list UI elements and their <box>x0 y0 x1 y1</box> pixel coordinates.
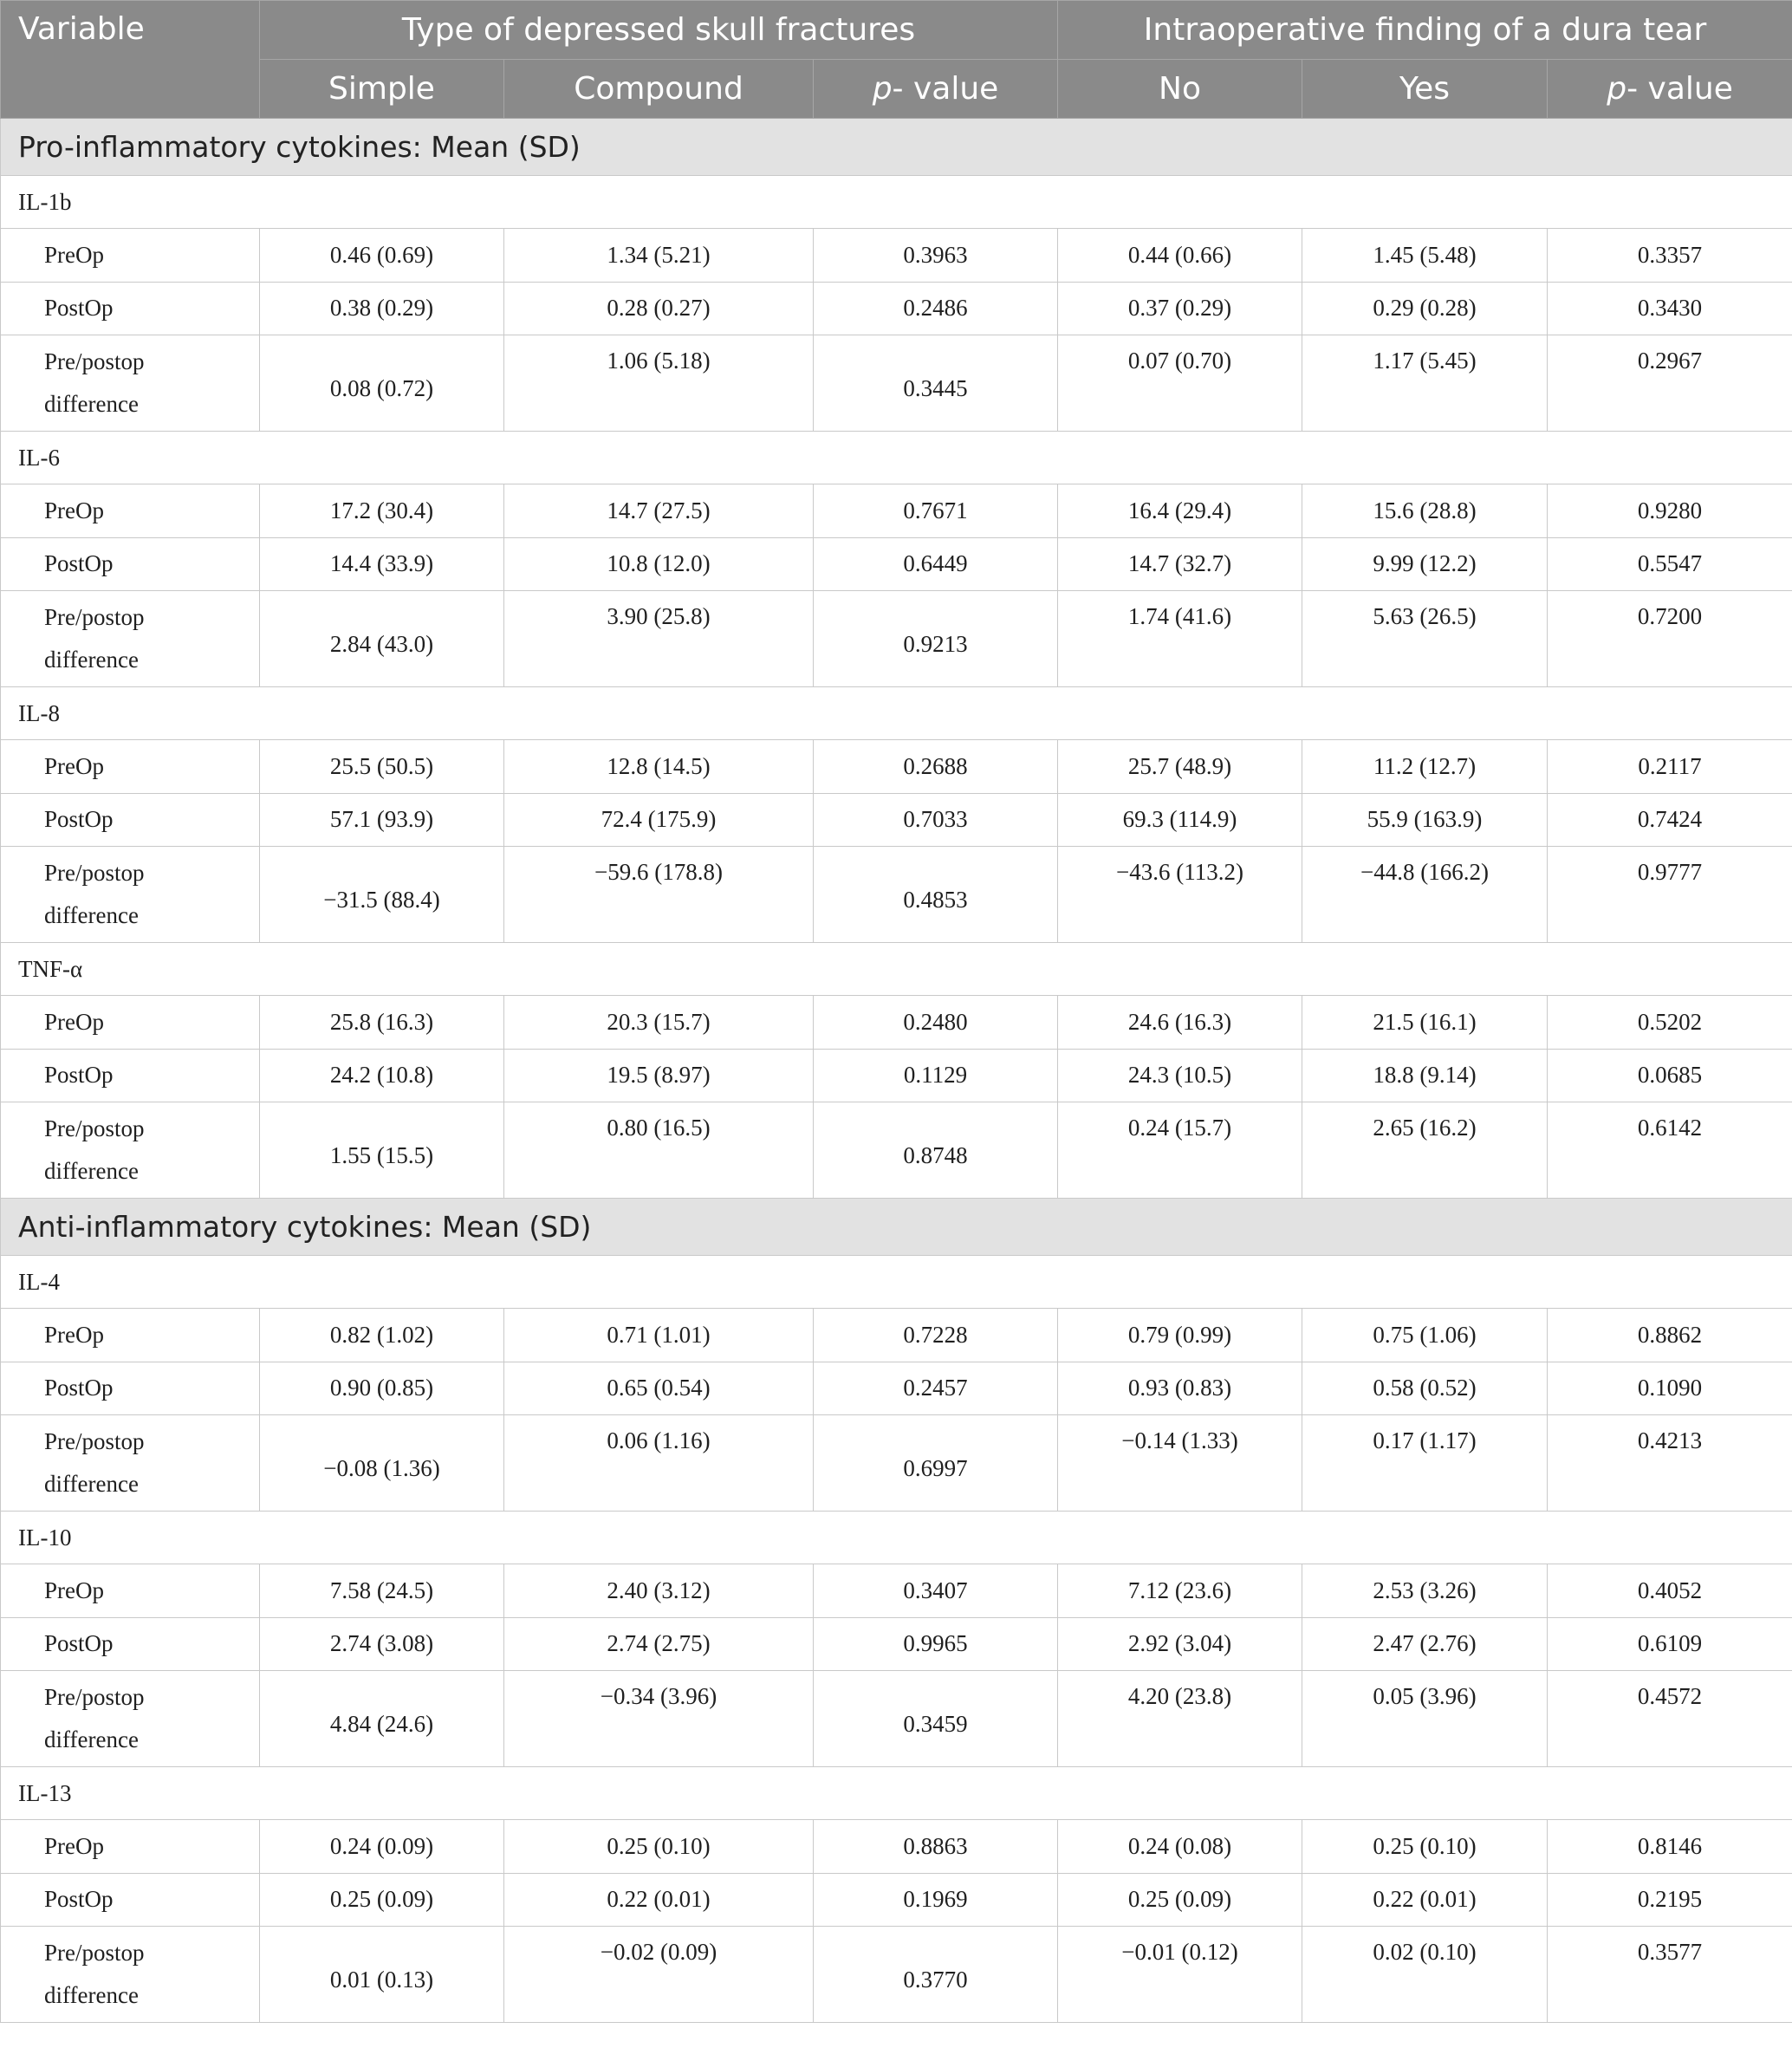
row-label-line2: difference <box>44 902 139 928</box>
no-cell: 7.12 (23.6) <box>1058 1564 1302 1618</box>
compound-cell: 0.22 (0.01) <box>504 1873 814 1927</box>
no-cell: 24.6 (16.3) <box>1058 996 1302 1050</box>
p-value-fracture-cell: 0.8748 <box>814 1102 1058 1199</box>
p-italic: p <box>872 71 893 107</box>
cytokine-group-row <box>1 176 1792 229</box>
table-row-preop <box>1 1309 1792 1362</box>
table-row-preop <box>1 1820 1792 1874</box>
p-value-dura-cell: 0.8862 <box>1548 1309 1792 1362</box>
yes-cell: 0.02 (0.10) <box>1302 1927 1548 2023</box>
row-label: PreOp <box>1 996 260 1050</box>
p-value-fracture-cell: 0.2688 <box>814 740 1058 794</box>
cytokine-name: IL-10 <box>1 1512 1792 1564</box>
p-value-dura-cell: 0.2195 <box>1548 1873 1792 1927</box>
simple-cell: 2.74 (3.08) <box>260 1617 504 1671</box>
simple-cell: 25.5 (50.5) <box>260 740 504 794</box>
yes-cell: 18.8 (9.14) <box>1302 1049 1548 1102</box>
row-label-line2: difference <box>44 1158 139 1184</box>
p-value-dura-cell: 0.2967 <box>1548 335 1792 432</box>
simple-cell: −0.08 (1.36) <box>260 1415 504 1512</box>
p-value-dura-cell: 0.7200 <box>1548 591 1792 687</box>
p-value-fracture-cell: 0.3407 <box>814 1564 1058 1618</box>
row-label-line2: difference <box>44 1726 139 1752</box>
table-row-difference <box>1 847 1792 943</box>
simple-cell: 24.2 (10.8) <box>260 1049 504 1102</box>
table-row-difference <box>1 1671 1792 1767</box>
row-label <box>1 1927 260 2023</box>
table-row-preop <box>1 229 1792 283</box>
simple-cell: 0.25 (0.09) <box>260 1873 504 1927</box>
cytokine-name: TNF-α <box>1 943 1792 996</box>
compound-cell: 0.25 (0.10) <box>504 1820 814 1874</box>
compound-cell: −0.34 (3.96) <box>504 1671 814 1767</box>
no-cell: 0.44 (0.66) <box>1058 229 1302 283</box>
p-value-dura-cell: 0.5547 <box>1548 537 1792 591</box>
yes-cell: 0.75 (1.06) <box>1302 1309 1548 1362</box>
no-cell: 1.74 (41.6) <box>1058 591 1302 687</box>
header-p-value-dura <box>1548 60 1792 119</box>
p-value-fracture-cell: 0.7033 <box>814 793 1058 847</box>
p-value-dura-cell: 0.6142 <box>1548 1102 1792 1199</box>
cytokine-name: IL-4 <box>1 1256 1792 1309</box>
table-row-postop <box>1 1049 1792 1102</box>
no-cell: 0.25 (0.09) <box>1058 1873 1302 1927</box>
p-value-fracture-cell: 0.9965 <box>814 1617 1058 1671</box>
cytokine-group-row <box>1 687 1792 740</box>
compound-cell: 2.74 (2.75) <box>504 1617 814 1671</box>
row-label: PreOp <box>1 740 260 794</box>
no-cell: 25.7 (48.9) <box>1058 740 1302 794</box>
row-label <box>1 1671 260 1767</box>
section-row <box>1 1199 1792 1256</box>
no-cell: 24.3 (10.5) <box>1058 1049 1302 1102</box>
yes-cell: −44.8 (166.2) <box>1302 847 1548 943</box>
header-variable: Variable <box>1 1 260 119</box>
p-value-fracture-cell: 0.8863 <box>814 1820 1058 1874</box>
no-cell: −0.01 (0.12) <box>1058 1927 1302 2023</box>
cytokine-name: IL-13 <box>1 1767 1792 1820</box>
row-label-line2: difference <box>44 647 139 673</box>
p-value-dura-cell: 0.9777 <box>1548 847 1792 943</box>
simple-cell: 0.90 (0.85) <box>260 1362 504 1415</box>
p-italic: p <box>1607 71 1627 107</box>
no-cell: 0.24 (15.7) <box>1058 1102 1302 1199</box>
cytokine-name: IL-6 <box>1 432 1792 484</box>
no-cell: 69.3 (114.9) <box>1058 793 1302 847</box>
simple-cell: 4.84 (24.6) <box>260 1671 504 1767</box>
yes-cell: 0.05 (3.96) <box>1302 1671 1548 1767</box>
yes-cell: 2.65 (16.2) <box>1302 1102 1548 1199</box>
table-header <box>1 1 1792 119</box>
header-dura-tear: Intraoperative finding of a dura tear <box>1058 1 1792 60</box>
row-label-line1: Pre/postop <box>44 1684 145 1710</box>
p-value-dura-cell: 0.4052 <box>1548 1564 1792 1618</box>
compound-cell: 2.40 (3.12) <box>504 1564 814 1618</box>
p-value-dura-cell: 0.0685 <box>1548 1049 1792 1102</box>
p-value-fracture-cell: 0.3459 <box>814 1671 1058 1767</box>
row-label-line2: difference <box>44 1471 139 1497</box>
no-cell: 2.92 (3.04) <box>1058 1617 1302 1671</box>
no-cell: 0.07 (0.70) <box>1058 335 1302 432</box>
p-value-dura-cell: 0.9280 <box>1548 484 1792 538</box>
table-row-difference <box>1 1415 1792 1512</box>
cytokine-group-row <box>1 943 1792 996</box>
table-body <box>1 119 1792 2023</box>
simple-cell: 57.1 (93.9) <box>260 793 504 847</box>
compound-cell: 72.4 (175.9) <box>504 793 814 847</box>
simple-cell: 0.46 (0.69) <box>260 229 504 283</box>
no-cell: 16.4 (29.4) <box>1058 484 1302 538</box>
p-value-dura-cell: 0.1090 <box>1548 1362 1792 1415</box>
row-label-line1: Pre/postop <box>44 1940 145 1966</box>
table-row-preop <box>1 740 1792 794</box>
compound-cell: 3.90 (25.8) <box>504 591 814 687</box>
simple-cell: 0.24 (0.09) <box>260 1820 504 1874</box>
header-no: No <box>1058 60 1302 119</box>
p-value-dura-cell: 0.6109 <box>1548 1617 1792 1671</box>
table-row-difference <box>1 1927 1792 2023</box>
simple-cell: 25.8 (16.3) <box>260 996 504 1050</box>
yes-cell: 0.29 (0.28) <box>1302 282 1548 335</box>
header-compound: Compound <box>504 60 814 119</box>
p-value-fracture-cell: 0.7228 <box>814 1309 1058 1362</box>
p-value-fracture-cell: 0.2486 <box>814 282 1058 335</box>
no-cell: 4.20 (23.8) <box>1058 1671 1302 1767</box>
compound-cell: 20.3 (15.7) <box>504 996 814 1050</box>
no-cell: 0.79 (0.99) <box>1058 1309 1302 1362</box>
yes-cell: 11.2 (12.7) <box>1302 740 1548 794</box>
row-label: PostOp <box>1 282 260 335</box>
p-suffix: - value <box>1626 71 1733 107</box>
p-value-fracture-cell: 0.4853 <box>814 847 1058 943</box>
section-row <box>1 119 1792 176</box>
section-title: Anti-inflammatory cytokines: Mean (SD) <box>1 1199 1792 1256</box>
simple-cell: 0.38 (0.29) <box>260 282 504 335</box>
row-label: PreOp <box>1 1309 260 1362</box>
row-label-line2: difference <box>44 1982 139 2008</box>
row-label <box>1 847 260 943</box>
compound-cell: 0.80 (16.5) <box>504 1102 814 1199</box>
simple-cell: 0.82 (1.02) <box>260 1309 504 1362</box>
yes-cell: 5.63 (26.5) <box>1302 591 1548 687</box>
p-value-dura-cell: 0.3430 <box>1548 282 1792 335</box>
table-row-postop <box>1 282 1792 335</box>
no-cell: 0.93 (0.83) <box>1058 1362 1302 1415</box>
compound-cell: −59.6 (178.8) <box>504 847 814 943</box>
compound-cell: 0.28 (0.27) <box>504 282 814 335</box>
row-label-line1: Pre/postop <box>44 1428 145 1454</box>
p-value-dura-cell: 0.5202 <box>1548 996 1792 1050</box>
p-value-fracture-cell: 0.1129 <box>814 1049 1058 1102</box>
cytokine-name: IL-8 <box>1 687 1792 740</box>
cytokine-group-row <box>1 432 1792 484</box>
table-row-difference <box>1 591 1792 687</box>
simple-cell: 14.4 (33.9) <box>260 537 504 591</box>
row-label: PreOp <box>1 484 260 538</box>
p-value-fracture-cell: 0.3963 <box>814 229 1058 283</box>
simple-cell: −31.5 (88.4) <box>260 847 504 943</box>
yes-cell: 1.17 (5.45) <box>1302 335 1548 432</box>
yes-cell: 55.9 (163.9) <box>1302 793 1548 847</box>
simple-cell: 17.2 (30.4) <box>260 484 504 538</box>
no-cell: 0.37 (0.29) <box>1058 282 1302 335</box>
row-label: PostOp <box>1 1873 260 1927</box>
table-row-difference <box>1 1102 1792 1199</box>
p-value-fracture-cell: 0.3770 <box>814 1927 1058 2023</box>
compound-cell: 0.06 (1.16) <box>504 1415 814 1512</box>
simple-cell: 0.08 (0.72) <box>260 335 504 432</box>
cytokine-group-row <box>1 1256 1792 1309</box>
p-value-dura-cell: 0.7424 <box>1548 793 1792 847</box>
simple-cell: 2.84 (43.0) <box>260 591 504 687</box>
p-value-dura-cell: 0.4572 <box>1548 1671 1792 1767</box>
p-value-fracture-cell: 0.2457 <box>814 1362 1058 1415</box>
p-value-dura-cell: 0.3577 <box>1548 1927 1792 2023</box>
table-row-postop <box>1 537 1792 591</box>
p-suffix: - value <box>892 71 999 107</box>
cytokine-group-row <box>1 1512 1792 1564</box>
compound-cell: 0.71 (1.01) <box>504 1309 814 1362</box>
row-label <box>1 335 260 432</box>
no-cell: 14.7 (32.7) <box>1058 537 1302 591</box>
row-label: PostOp <box>1 537 260 591</box>
compound-cell: −0.02 (0.09) <box>504 1927 814 2023</box>
row-label <box>1 591 260 687</box>
header-yes: Yes <box>1302 60 1548 119</box>
row-label-line1: Pre/postop <box>44 604 145 630</box>
yes-cell: 2.53 (3.26) <box>1302 1564 1548 1618</box>
header-fracture-type: Type of depressed skull fractures <box>260 1 1058 60</box>
compound-cell: 14.7 (27.5) <box>504 484 814 538</box>
row-label: PostOp <box>1 1049 260 1102</box>
table-row-preop <box>1 1564 1792 1618</box>
p-value-fracture-cell: 0.6997 <box>814 1415 1058 1512</box>
yes-cell: 0.22 (0.01) <box>1302 1873 1548 1927</box>
yes-cell: 0.25 (0.10) <box>1302 1820 1548 1874</box>
compound-cell: 0.65 (0.54) <box>504 1362 814 1415</box>
row-label: PostOp <box>1 793 260 847</box>
p-value-fracture-cell: 0.3445 <box>814 335 1058 432</box>
simple-cell: 7.58 (24.5) <box>260 1564 504 1618</box>
simple-cell: 0.01 (0.13) <box>260 1927 504 2023</box>
compound-cell: 12.8 (14.5) <box>504 740 814 794</box>
table-row-preop <box>1 996 1792 1050</box>
compound-cell: 1.06 (5.18) <box>504 335 814 432</box>
simple-cell: 1.55 (15.5) <box>260 1102 504 1199</box>
compound-cell: 10.8 (12.0) <box>504 537 814 591</box>
yes-cell: 0.17 (1.17) <box>1302 1415 1548 1512</box>
header-simple: Simple <box>260 60 504 119</box>
yes-cell: 9.99 (12.2) <box>1302 537 1548 591</box>
p-value-fracture-cell: 0.7671 <box>814 484 1058 538</box>
p-value-fracture-cell: 0.6449 <box>814 537 1058 591</box>
header-p-value-fracture <box>814 60 1058 119</box>
table-row-preop <box>1 484 1792 538</box>
no-cell: 0.24 (0.08) <box>1058 1820 1302 1874</box>
row-label: PostOp <box>1 1362 260 1415</box>
table-row-postop <box>1 1873 1792 1927</box>
p-value-dura-cell: 0.2117 <box>1548 740 1792 794</box>
row-label-line1: Pre/postop <box>44 860 145 886</box>
yes-cell: 15.6 (28.8) <box>1302 484 1548 538</box>
row-label: PostOp <box>1 1617 260 1671</box>
table-row-postop <box>1 1362 1792 1415</box>
p-value-dura-cell: 0.3357 <box>1548 229 1792 283</box>
yes-cell: 2.47 (2.76) <box>1302 1617 1548 1671</box>
section-title: Pro-inflammatory cytokines: Mean (SD) <box>1 119 1792 176</box>
yes-cell: 0.58 (0.52) <box>1302 1362 1548 1415</box>
table-row-postop <box>1 793 1792 847</box>
row-label: PreOp <box>1 1820 260 1874</box>
p-value-fracture-cell: 0.9213 <box>814 591 1058 687</box>
cytokine-name: IL-1b <box>1 176 1792 229</box>
yes-cell: 21.5 (16.1) <box>1302 996 1548 1050</box>
p-value-fracture-cell: 0.2480 <box>814 996 1058 1050</box>
row-label <box>1 1102 260 1199</box>
row-label-line2: difference <box>44 391 139 417</box>
compound-cell: 1.34 (5.21) <box>504 229 814 283</box>
p-value-fracture-cell: 0.1969 <box>814 1873 1058 1927</box>
p-value-dura-cell: 0.8146 <box>1548 1820 1792 1874</box>
row-label <box>1 1415 260 1512</box>
compound-cell: 19.5 (8.97) <box>504 1049 814 1102</box>
row-label: PreOp <box>1 229 260 283</box>
row-label-line1: Pre/postop <box>44 348 145 374</box>
no-cell: −0.14 (1.33) <box>1058 1415 1302 1512</box>
table-row-difference <box>1 335 1792 432</box>
row-label-line1: Pre/postop <box>44 1115 145 1141</box>
table-row-postop <box>1 1617 1792 1671</box>
row-label: PreOp <box>1 1564 260 1618</box>
cytokine-group-row <box>1 1767 1792 1820</box>
no-cell: −43.6 (113.2) <box>1058 847 1302 943</box>
yes-cell: 1.45 (5.48) <box>1302 229 1548 283</box>
p-value-dura-cell: 0.4213 <box>1548 1415 1792 1512</box>
